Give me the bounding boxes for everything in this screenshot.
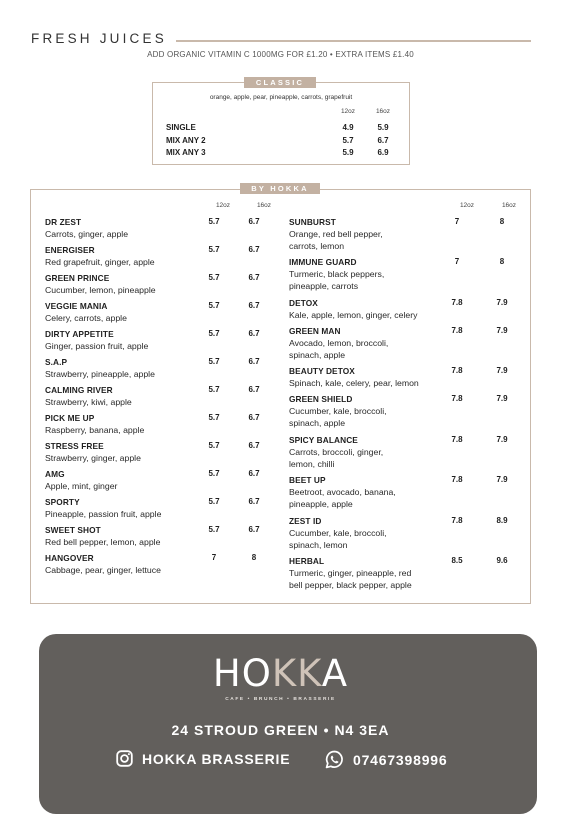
menu-item-price-12oz: 7.8: [451, 435, 463, 444]
menu-item: [45, 329, 220, 352]
title-divider: [176, 40, 531, 42]
menu-item: [45, 357, 220, 380]
classic-size-16oz: 16oz: [375, 108, 391, 115]
page-title: FRESH JUICES: [31, 31, 167, 46]
menu-item-name: DR ZEST: [45, 217, 82, 227]
menu-item-name: GREEN MAN: [289, 326, 341, 336]
menu-item-description: Cucumber, lemon, pineapple: [45, 285, 156, 295]
menu-item-description: Celery, carrots, apple: [45, 313, 127, 323]
menu-item-price-12oz: 5.7: [208, 385, 220, 394]
menu-item-name: HANGOVER: [45, 553, 94, 563]
menu-item-name: ZEST ID: [289, 516, 322, 526]
classic-row-price-12: 5.9: [342, 148, 354, 157]
hokka-badge: BY HOKKA: [240, 183, 320, 194]
menu-item-name: CALMING RIVER: [45, 385, 113, 395]
menu-item-description: Spinach, kale, celery, pear, lemon: [289, 378, 419, 388]
menu-item: [289, 298, 447, 321]
menu-item-name: BEET UP: [289, 475, 326, 485]
instagram-icon: [116, 750, 133, 767]
menu-item-price-12oz: 7: [454, 217, 460, 226]
menu-item-price-16oz: 8: [499, 257, 505, 266]
menu-item-price-16oz: 6.7: [248, 413, 260, 422]
menu-item-price-12oz: 7: [454, 257, 460, 266]
menu-item: [289, 326, 447, 362]
menu-item-description: Apple, mint, ginger: [45, 481, 118, 491]
menu-item-price-12oz: 5.7: [208, 413, 220, 422]
menu-item-description: spinach, apple: [289, 350, 346, 361]
menu-item-name: SPORTY: [45, 497, 80, 507]
menu-item-price-16oz: 6.7: [248, 357, 260, 366]
menu-item-price-12oz: 8.5: [451, 556, 463, 565]
menu-item-description: carrots, lemon: [289, 241, 345, 252]
classic-row-price-12: 4.9: [342, 123, 354, 132]
menu-item: [45, 385, 220, 408]
menu-item-name: SUNBURST: [289, 217, 336, 227]
menu-item-price-16oz: 6.7: [248, 273, 260, 282]
menu-item-price-12oz: 7.8: [451, 475, 463, 484]
menu-item: [45, 441, 220, 464]
menu-item-price-16oz: 8.9: [496, 516, 508, 525]
classic-row-price-16: 6.9: [377, 148, 389, 157]
menu-item-description: Avocado, lemon, broccoli,: [289, 338, 389, 348]
menu-item-price-12oz: 5.7: [208, 469, 220, 478]
menu-item-price-16oz: 6.7: [248, 329, 260, 338]
menu-item-description: lemon, chilli: [289, 459, 335, 470]
logo-tagline: CAFE • BRUNCH • BRASSERIE: [225, 697, 336, 702]
menu-item-price-12oz: 7.8: [451, 366, 463, 375]
menu-item-description: Turmeric, ginger, pineapple, red: [289, 568, 412, 578]
menu-item-price-16oz: 6.7: [248, 525, 260, 534]
menu-item-price-16oz: 6.7: [248, 301, 260, 310]
menu-item: [289, 217, 447, 253]
menu-item-name: AMG: [45, 469, 65, 479]
menu-item-name: BEAUTY DETOX: [289, 366, 355, 376]
menu-item-price-12oz: 5.7: [208, 497, 220, 506]
menu-item: [45, 525, 220, 548]
menu-item: [289, 516, 447, 552]
menu-item-name: S.A.P: [45, 357, 68, 367]
menu-item-description: spinach, lemon: [289, 540, 348, 551]
menu-item-description: Strawberry, kiwi, apple: [45, 397, 132, 407]
menu-item-description: Ginger, passion fruit, apple: [45, 341, 149, 351]
classic-row-price-12: 5.7: [342, 136, 354, 145]
menu-item-name: STRESS FREE: [45, 441, 104, 451]
menu-item-name: IMMUNE GUARD: [289, 257, 357, 267]
menu-item-name: GREEN SHIELD: [289, 394, 353, 404]
menu-item-price-16oz: 8: [251, 553, 257, 562]
menu-item-name: SWEET SHOT: [45, 525, 101, 535]
classic-row-name: MIX ANY 2: [166, 136, 206, 145]
right-size-16oz: 16oz: [501, 202, 517, 209]
whatsapp-icon: [325, 750, 344, 769]
menu-item-price-12oz: 5.7: [208, 357, 220, 366]
phone-contact[interactable]: [325, 750, 447, 769]
classic-size-12oz: 12oz: [340, 108, 356, 115]
menu-item-description: Carrots, ginger, apple: [45, 229, 129, 239]
menu-item-price-12oz: 5.7: [208, 525, 220, 534]
menu-item-price-12oz: 7.8: [451, 326, 463, 335]
menu-item-price-12oz: 5.7: [208, 217, 220, 226]
menu-item-price-12oz: 5.7: [208, 329, 220, 338]
menu-item: [289, 556, 447, 592]
left-size-12oz: 12oz: [215, 202, 231, 209]
menu-item-description: pineapple, carrots: [289, 281, 359, 292]
right-size-12oz: 12oz: [459, 202, 475, 209]
menu-item-price-16oz: 9.6: [496, 556, 508, 565]
classic-row-price-16: 5.9: [377, 123, 389, 132]
menu-item-description: Kale, apple, lemon, ginger, celery: [289, 310, 418, 320]
instagram-handle: HOKKA BRASSERIE: [142, 750, 291, 767]
menu-item-description: Turmeric, black peppers,: [289, 269, 385, 279]
menu-item: [289, 366, 447, 389]
menu-item-description: Strawberry, pineapple, apple: [45, 369, 155, 379]
menu-item-description: spinach, apple: [289, 418, 346, 429]
menu-item: [45, 497, 220, 520]
menu-item: [45, 469, 220, 492]
menu-item-description: Cucumber, kale, broccoli,: [289, 406, 387, 416]
menu-item-price-12oz: 5.7: [208, 273, 220, 282]
menu-item-name: DETOX: [289, 298, 318, 308]
classic-row-price-16: 6.7: [377, 136, 389, 145]
phone-number: 07467398996: [353, 751, 448, 768]
menu-item-name: HERBAL: [289, 556, 325, 566]
menu-item-price-12oz: 5.7: [208, 245, 220, 254]
menu-item-description: Beetroot, avocado, banana,: [289, 487, 396, 497]
menu-item-price-16oz: 6.7: [248, 245, 260, 254]
menu-item-description: Red bell pepper, lemon, apple: [45, 537, 161, 547]
menu-item-price-16oz: 7.9: [496, 298, 508, 307]
classic-row-name: MIX ANY 3: [166, 148, 206, 157]
menu-item-description: Red grapefruit, ginger, apple: [45, 257, 155, 267]
menu-item-description: Cabbage, pear, ginger, lettuce: [45, 565, 161, 575]
menu-item-price-16oz: 6.7: [248, 441, 260, 450]
classic-badge: CLASSIC: [244, 77, 316, 88]
menu-item-price-12oz: 7: [211, 553, 217, 562]
instagram-contact[interactable]: [116, 750, 290, 767]
menu-item-price-16oz: 8: [499, 217, 505, 226]
menu-item-name: GREEN PRINCE: [45, 273, 110, 283]
menu-item-price-16oz: 7.9: [496, 366, 508, 375]
menu-item-price-16oz: 6.7: [248, 497, 260, 506]
menu-item-price-12oz: 5.7: [208, 301, 220, 310]
menu-item-description: pineapple, apple: [289, 499, 353, 510]
menu-item-description: bell pepper, black pepper, apple: [289, 580, 412, 591]
menu-item-price-12oz: 7.8: [451, 298, 463, 307]
menu-item: [45, 245, 220, 268]
address-text: 24 STROUD GREEN • N4 3EA: [171, 722, 390, 738]
menu-item-price-16oz: 6.7: [248, 385, 260, 394]
menu-item: [289, 394, 447, 430]
menu-item-name: PICK ME UP: [45, 413, 95, 423]
menu-item-description: Carrots, broccoli, ginger,: [289, 447, 384, 457]
menu-item: [45, 273, 220, 296]
menu-item-name: ENERGISER: [45, 245, 95, 255]
menu-item-price-16oz: 6.7: [248, 469, 260, 478]
menu-item-description: Cucumber, kale, broccoli,: [289, 528, 387, 538]
menu-item-price-16oz: 6.7: [248, 217, 260, 226]
menu-item: [289, 435, 447, 471]
hokka-logo: HOKKA: [212, 652, 349, 695]
menu-item-description: Orange, red bell pepper,: [289, 229, 383, 239]
menu-item-description: Strawberry, ginger, apple: [45, 453, 141, 463]
menu-item-price-16oz: 7.9: [496, 475, 508, 484]
classic-row-name: SINGLE: [166, 123, 196, 132]
page-subtitle: ADD ORGANIC VITAMIN C 1000MG FOR £1.20 • EXTRA ITEMS £1.40: [147, 50, 414, 59]
menu-item-name: DIRTY APPETITE: [45, 329, 114, 339]
menu-item-description: Raspberry, banana, apple: [45, 425, 145, 435]
menu-item: [289, 257, 447, 293]
menu-item-price-16oz: 7.9: [496, 326, 508, 335]
menu-item-price-16oz: 7.9: [496, 435, 508, 444]
menu-item-price-16oz: 7.9: [496, 394, 508, 403]
menu-item-description: Pineapple, passion fruit, apple: [45, 509, 162, 519]
left-size-16oz: 16oz: [256, 202, 272, 209]
menu-item-price-12oz: 7.8: [451, 516, 463, 525]
menu-item-price-12oz: 5.7: [208, 441, 220, 450]
menu-item: [45, 217, 220, 240]
menu-item: [45, 553, 220, 576]
menu-item-price-12oz: 7.8: [451, 394, 463, 403]
menu-item: [45, 301, 220, 324]
classic-ingredients: orange, apple, pear, pineapple, carrots, grapefruit: [209, 94, 353, 101]
menu-item-name: VEGGIE MANIA: [45, 301, 108, 311]
menu-item: [289, 475, 447, 511]
menu-item-name: SPICY BALANCE: [289, 435, 358, 445]
menu-item: [45, 413, 220, 436]
